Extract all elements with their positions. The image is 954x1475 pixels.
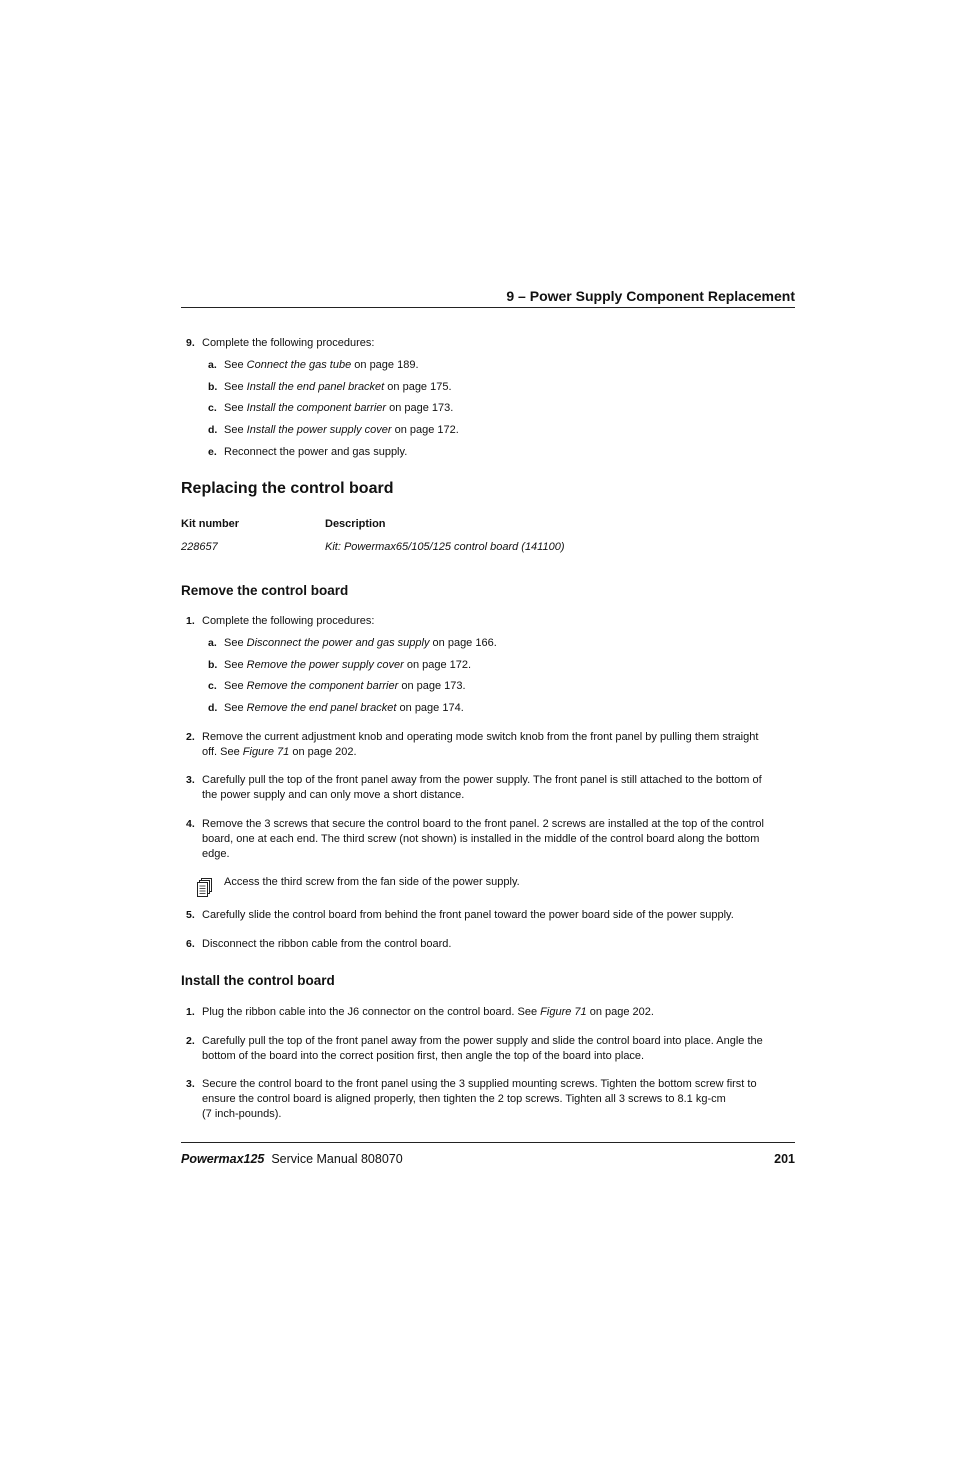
step-number: 3.	[186, 774, 195, 786]
table-cell-kit-number: 228657	[181, 541, 218, 553]
step-text: Remove the current adjustment knob and operating mode switch knob from the front panel by pulling them straight off. See Figure 71 on page 202.	[202, 731, 759, 758]
footer-manual: Service Manual 808070	[271, 1152, 403, 1166]
cross-reference: Remove the power supply cover	[246, 659, 404, 671]
cross-reference: Install the power supply cover	[246, 424, 392, 436]
table-cell-description: Kit: Powermax65/105/125 control board (141100)	[325, 541, 565, 553]
substep-letter: c.	[208, 402, 217, 414]
substep-letter: c.	[208, 680, 217, 692]
step-number: 4.	[186, 818, 195, 830]
subsection-title-install: Install the control board	[181, 973, 335, 988]
step-text: Disconnect the ribbon cable from the control board.	[202, 938, 452, 950]
cross-reference: Figure 71	[242, 746, 290, 758]
substep-text: See Install the component barrier on page 173.	[224, 402, 454, 414]
cross-reference: Install the component barrier	[246, 402, 387, 414]
chapter-header: 9 – Power Supply Component Replacement	[506, 288, 795, 304]
cross-reference: Install the end panel bracket	[246, 381, 385, 393]
substep-letter: b.	[208, 659, 218, 671]
substep-letter: a.	[208, 637, 217, 649]
step-number: 2.	[186, 1035, 195, 1047]
substep-text: See Connect the gas tube on page 189.	[224, 359, 419, 371]
step-number: 6.	[186, 938, 195, 950]
step-text: Carefully pull the top of the front panel away from the power supply and slide the control board into place. Angle the bottom of the board into the correct position first, then angle the top of the board into place.	[202, 1035, 763, 1062]
substep-letter: e.	[208, 446, 217, 458]
table-header-description: Description	[325, 518, 386, 530]
page-number: 201	[774, 1152, 795, 1166]
substep-text: Reconnect the power and gas supply.	[224, 446, 408, 458]
step-number: 2.	[186, 731, 195, 743]
note-text: Access the third screw from the fan side of the power supply.	[224, 876, 520, 888]
cross-reference: Connect the gas tube	[246, 359, 352, 371]
step-number: 3.	[186, 1078, 195, 1090]
step-number: 9.	[186, 337, 195, 349]
step-text: Complete the following procedures:	[202, 615, 375, 627]
step-text: Plug the ribbon cable into the J6 connector on the control board. See Figure 71 on page 202.	[202, 1006, 654, 1018]
substep-text: See Install the power supply cover on page 172.	[224, 424, 459, 436]
substep-text: See Remove the power supply cover on page 172.	[224, 659, 472, 671]
substep-letter: b.	[208, 381, 218, 393]
step-number: 5.	[186, 909, 195, 921]
step-text: Carefully pull the top of the front panel away from the power supply. The front panel is still attached to the bottom of the power supply and can only move a short distance.	[202, 774, 762, 801]
footer-rule	[181, 1142, 795, 1143]
substep-text: See Install the end panel bracket on page 175.	[224, 381, 452, 393]
substep-text: See Disconnect the power and gas supply on page 166.	[224, 637, 497, 649]
note-icon	[196, 878, 214, 898]
step-text: Carefully slide the control board from behind the front panel toward the power board side of the power supply.	[202, 909, 734, 921]
step-text: Complete the following procedures:	[202, 337, 375, 349]
step-text: Secure the control board to the front panel using the 3 supplied mounting screws. Tighten the bottom screw first to ensure the control board is aligned properly, then tighten the 2 top screws. Tighten all 3 screws to 8.1 kg-cm (7 inch-pounds).	[202, 1078, 757, 1120]
cross-reference: Remove the end panel bracket	[246, 702, 397, 714]
substep-letter: a.	[208, 359, 217, 371]
cross-reference: Disconnect the power and gas supply	[246, 637, 430, 649]
footer-product: Powermax125 Service Manual 808070	[181, 1152, 403, 1166]
step-number: 1.	[186, 1006, 195, 1018]
substep-text: See Remove the component barrier on page 173.	[224, 680, 466, 692]
cross-reference: Figure 71	[540, 1006, 587, 1018]
section-title: Replacing the control board	[181, 480, 394, 497]
header-rule	[181, 307, 795, 308]
substep-letter: d.	[208, 424, 218, 436]
substep-text: See Remove the end panel bracket on page 174.	[224, 702, 464, 714]
subsection-title-remove: Remove the control board	[181, 583, 349, 598]
step-text: Remove the 3 screws that secure the control board to the front panel. 2 screws are installed at the top of the control board, one at each end. The third screw (not shown) is installed in the middle of the control board along the bottom edge.	[202, 818, 764, 860]
substep-letter: d.	[208, 702, 218, 714]
table-header-kit-number: Kit number	[181, 518, 240, 530]
step-number: 1.	[186, 615, 195, 627]
cross-reference: Remove the component barrier	[246, 680, 399, 692]
